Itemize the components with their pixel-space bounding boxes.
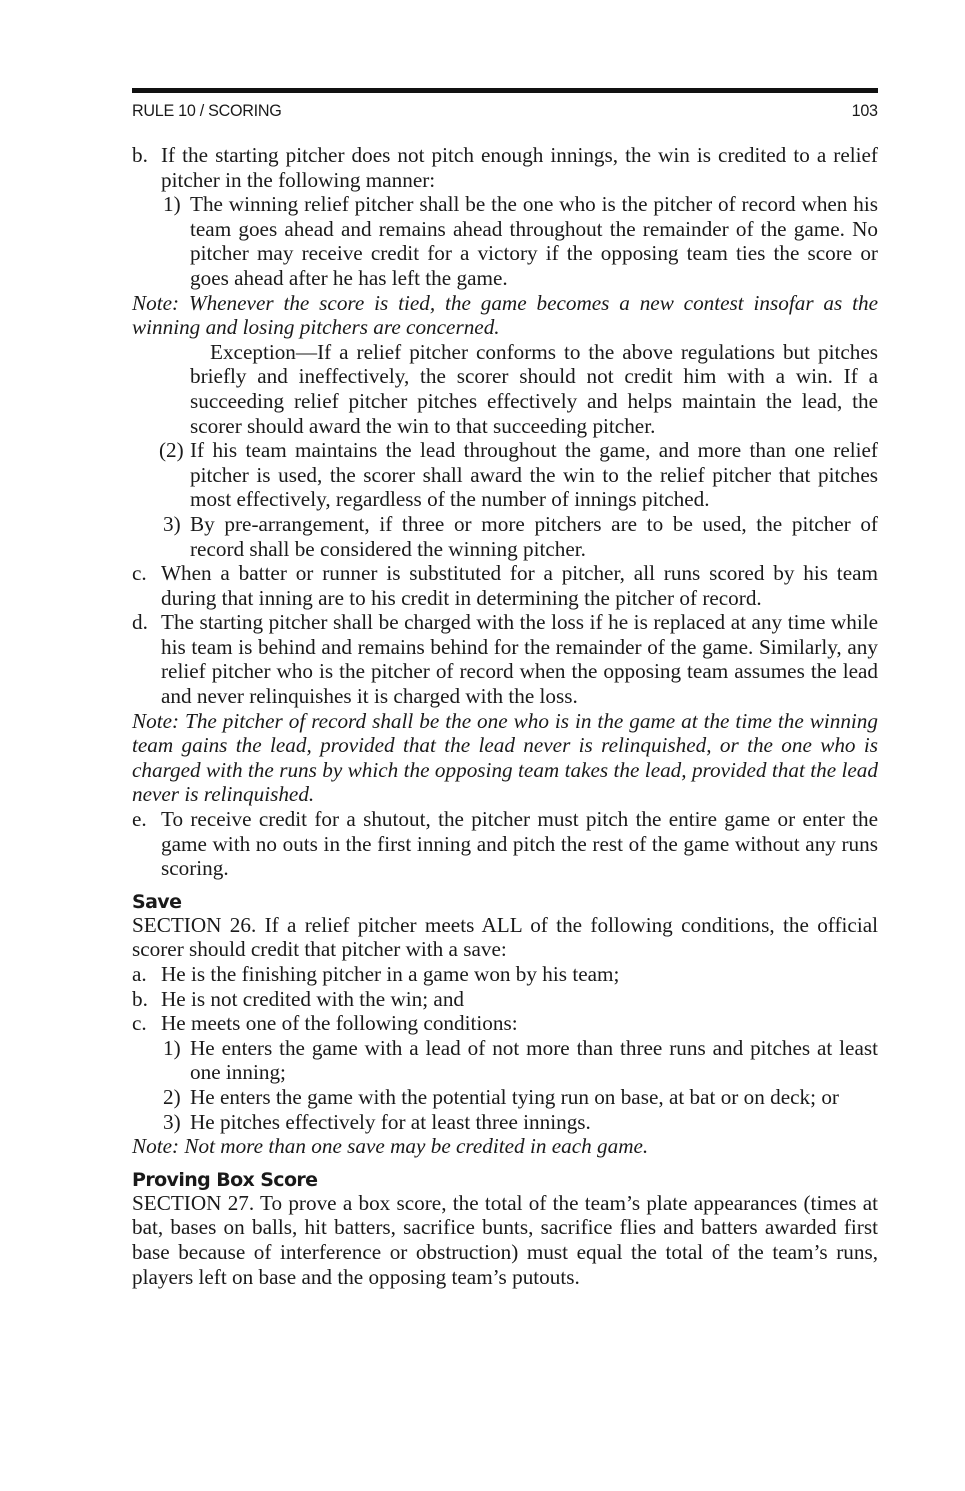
item-text: If the starting pitcher does not pitch enough innings, the win is credited to a relief pitcher in the following manner: [161,143,878,192]
rule-subitem-2 [132,438,878,512]
save-item-b [132,987,878,1012]
subitem-text: He enters the game with a lead of not more than three runs and pitches at least one inning; [190,1035,878,1085]
subitem-label: (2) [159,438,184,463]
running-header [132,101,878,121]
rule-item-c [132,561,878,610]
item-text: To receive credit for a shutout, the pitcher must pitch the entire game or enter the game with no outs in the first inning and pitch the rest of the game without any runs scoring. [161,807,878,881]
item-label: b. [132,143,148,167]
subitem-text: If his team maintains the lead throughout the game, and more than one relief pitcher is used, the scorer shall award the win to the relief pitcher that pitches most effectively, regardless of the number of innings pitched. [190,438,878,512]
document-page [132,88,878,1289]
subitem-text: By pre-arrangement, if three or more pitchers are to be used, the pitcher of record shall be considered the winning pitcher. [190,511,878,561]
rule-item-d [132,610,878,708]
note-one-save: Note: Not more than one save may be credited in each game. [132,1134,649,1159]
subitem-label: 3) [163,1109,181,1134]
save-subitem-1 [132,1036,878,1085]
subitem-label: 2) [163,1084,181,1109]
exception-paragraph: Exception—If a relief pitcher conforms to the above regulations but pitches briefly and ineffectively, the scorer should not credit him with a win. If a succeeding relief pitcher pitches effectively and helps maintain the lead, the scorer should award the win to that succeeding pitcher. [190,339,878,438]
section-heading-save: Save [132,890,182,913]
save-item-a [132,962,878,987]
item-label: b. [132,986,148,1011]
subitem-label: 1) [163,192,181,217]
save-item-c [132,1011,878,1036]
save-subitem-3 [132,1110,878,1135]
page-number: 103 [851,101,878,120]
item-text: He is not credited with the win; and [161,986,465,1011]
item-label: c. [132,561,147,586]
item-text: When a batter or runner is substituted for a pitcher, all runs scored by his team during that inning are to his credit in determining the pitcher of record. [161,561,878,610]
rule-subitem-3 [132,512,878,561]
section-heading-proving-box-score: Proving Box Score [132,1168,318,1191]
subitem-text: He enters the game with the potential tying run on base, at bat or on deck; or [190,1084,839,1109]
header-rule [132,88,878,93]
item-text: The starting pitcher shall be charged with the loss if he is replaced at any time while his team is behind and remains behind for the remainder of the game. Similarly, any relief pitcher who is the pitcher of record when the opposing team assumes the lead and never relinquishes it is charged with the loss. [161,610,878,709]
item-label: d. [132,610,148,635]
running-title: RULE 10 / SCORING [132,101,282,120]
subitem-text: The winning relief pitcher shall be the one who is the pitcher of record when his team goes ahead and remains ahead throughout the remainder of the game. No pitcher may receive credit for a victory if the opposing team ties the score or goes ahead after he has left the game. [190,192,878,290]
rule-item-b [132,143,878,192]
item-label: a. [132,962,147,986]
note-pitcher-of-record: Note: The pitcher of record shall be the one who is in the game at the time the winning team gains the lead, provided that the lead never is relinquished, or the one who is charged with the runs by which the opposing team takes the lead, provided that the lead never is relinquished. [132,708,878,807]
page-body [132,143,878,1289]
item-label: e. [132,807,147,832]
subitem-label: 1) [163,1035,181,1060]
rule-item-e [132,807,878,881]
item-text: He meets one of the following conditions: [161,1011,518,1036]
section-27-text: SECTION 27. To prove a box score, the total of the team’s plate appearances (times at bat, bases on balls, hit batters, sacrifice bunts, sacrifice flies and batters awarded first base because of interference or obstruction) must equal the total of the team’s runs, players left on base and the opposing team’s putouts. [132,1190,878,1289]
item-label: c. [132,1011,147,1036]
item-text: He is the finishing pitcher in a game won by his team; [161,962,620,986]
save-subitem-2 [132,1085,878,1110]
rule-subitem-1 [132,192,878,290]
subitem-text: He pitches effectively for at least three innings. [190,1109,591,1134]
subitem-label: 3) [163,511,181,536]
section-26-intro: SECTION 26. If a relief pitcher meets ALL of the following conditions, the official scorer should credit that pitcher with a save: [132,912,878,962]
note-tied-score: Note: Whenever the score is tied, the game becomes a new contest insofar as the winning and losing pitchers are concerned. [132,290,878,340]
